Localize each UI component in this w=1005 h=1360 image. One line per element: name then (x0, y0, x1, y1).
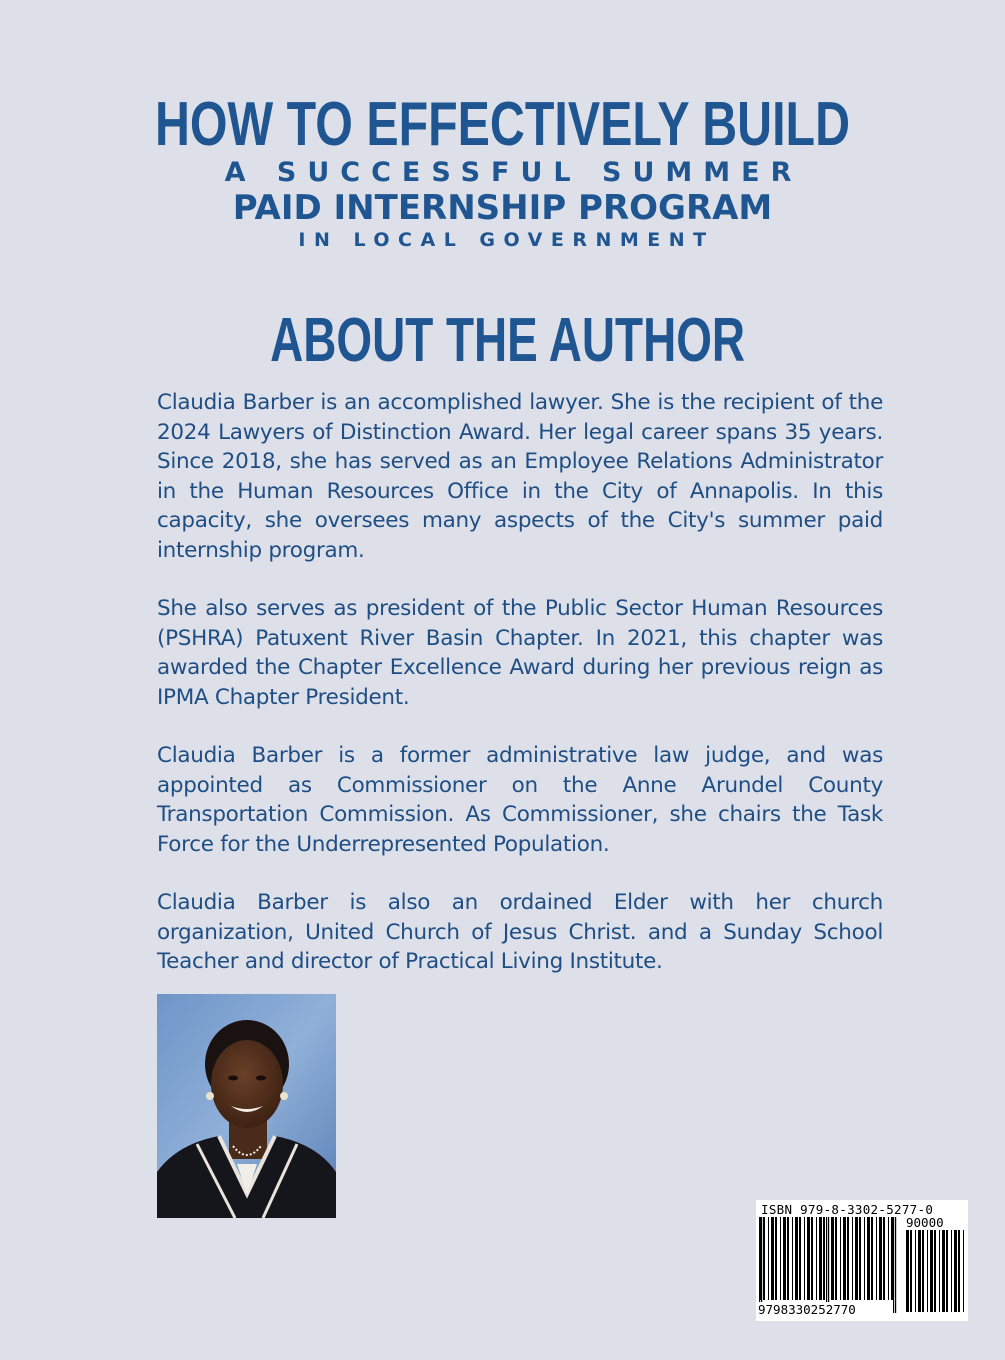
book-title (0, 92, 1005, 252)
title-line-4: IN LOCAL GOVERNMENT (298, 229, 715, 251)
isbn-barcode (756, 1200, 968, 1321)
bio-paragraph-1: Claudia Barber is an accomplished lawyer. She is the recipient of the 2024 Lawyers of Distinction Award. Her legal career spans 35 years. Since 2018, she has served as an Employee Relations Administrator in the Human Resources Office in the City of Annapolis. In this capacity, she oversees many aspects of the City's summer paid internship program. (157, 390, 883, 563)
title-line-1: HOW TO EFFECTIVELY BUILD (154, 90, 851, 159)
title-line-3: PAID INTERNSHIP PROGRAM (232, 188, 773, 228)
author-bio (157, 388, 883, 1006)
title-line-2: A SUCCESSFUL SUMMER (224, 157, 803, 188)
about-heading: ABOUT THE AUTHOR (270, 306, 746, 375)
isbn-text: ISBN 979-8-3302-5277-0 (761, 1202, 934, 1217)
price-code: 90000 (906, 1215, 944, 1230)
bio-paragraph-4: Claudia Barber is also an ordained Elder with her church organization, United Church of Jesus Christ. and a Sunday School Teacher and director of Practical Living Institute. (157, 890, 883, 974)
bio-paragraph-3: Claudia Barber is a former administrative law judge, and was appointed as Commissioner on the Anne Arundel County Transportation Commission. As Commissioner, she chairs the Task Force for the Underrepresented Population. (157, 743, 883, 857)
ean-digits: 9798330252770 (758, 1302, 856, 1317)
bio-paragraph-2: She also serves as president of the Public Sector Human Resources (PSHRA) Patuxent River Basin Chapter. In 2021, this chapter was awarded the Chapter Excellence Award during her previous reign as IPMA Chapter President. (157, 596, 883, 710)
author-photo (157, 994, 336, 1218)
